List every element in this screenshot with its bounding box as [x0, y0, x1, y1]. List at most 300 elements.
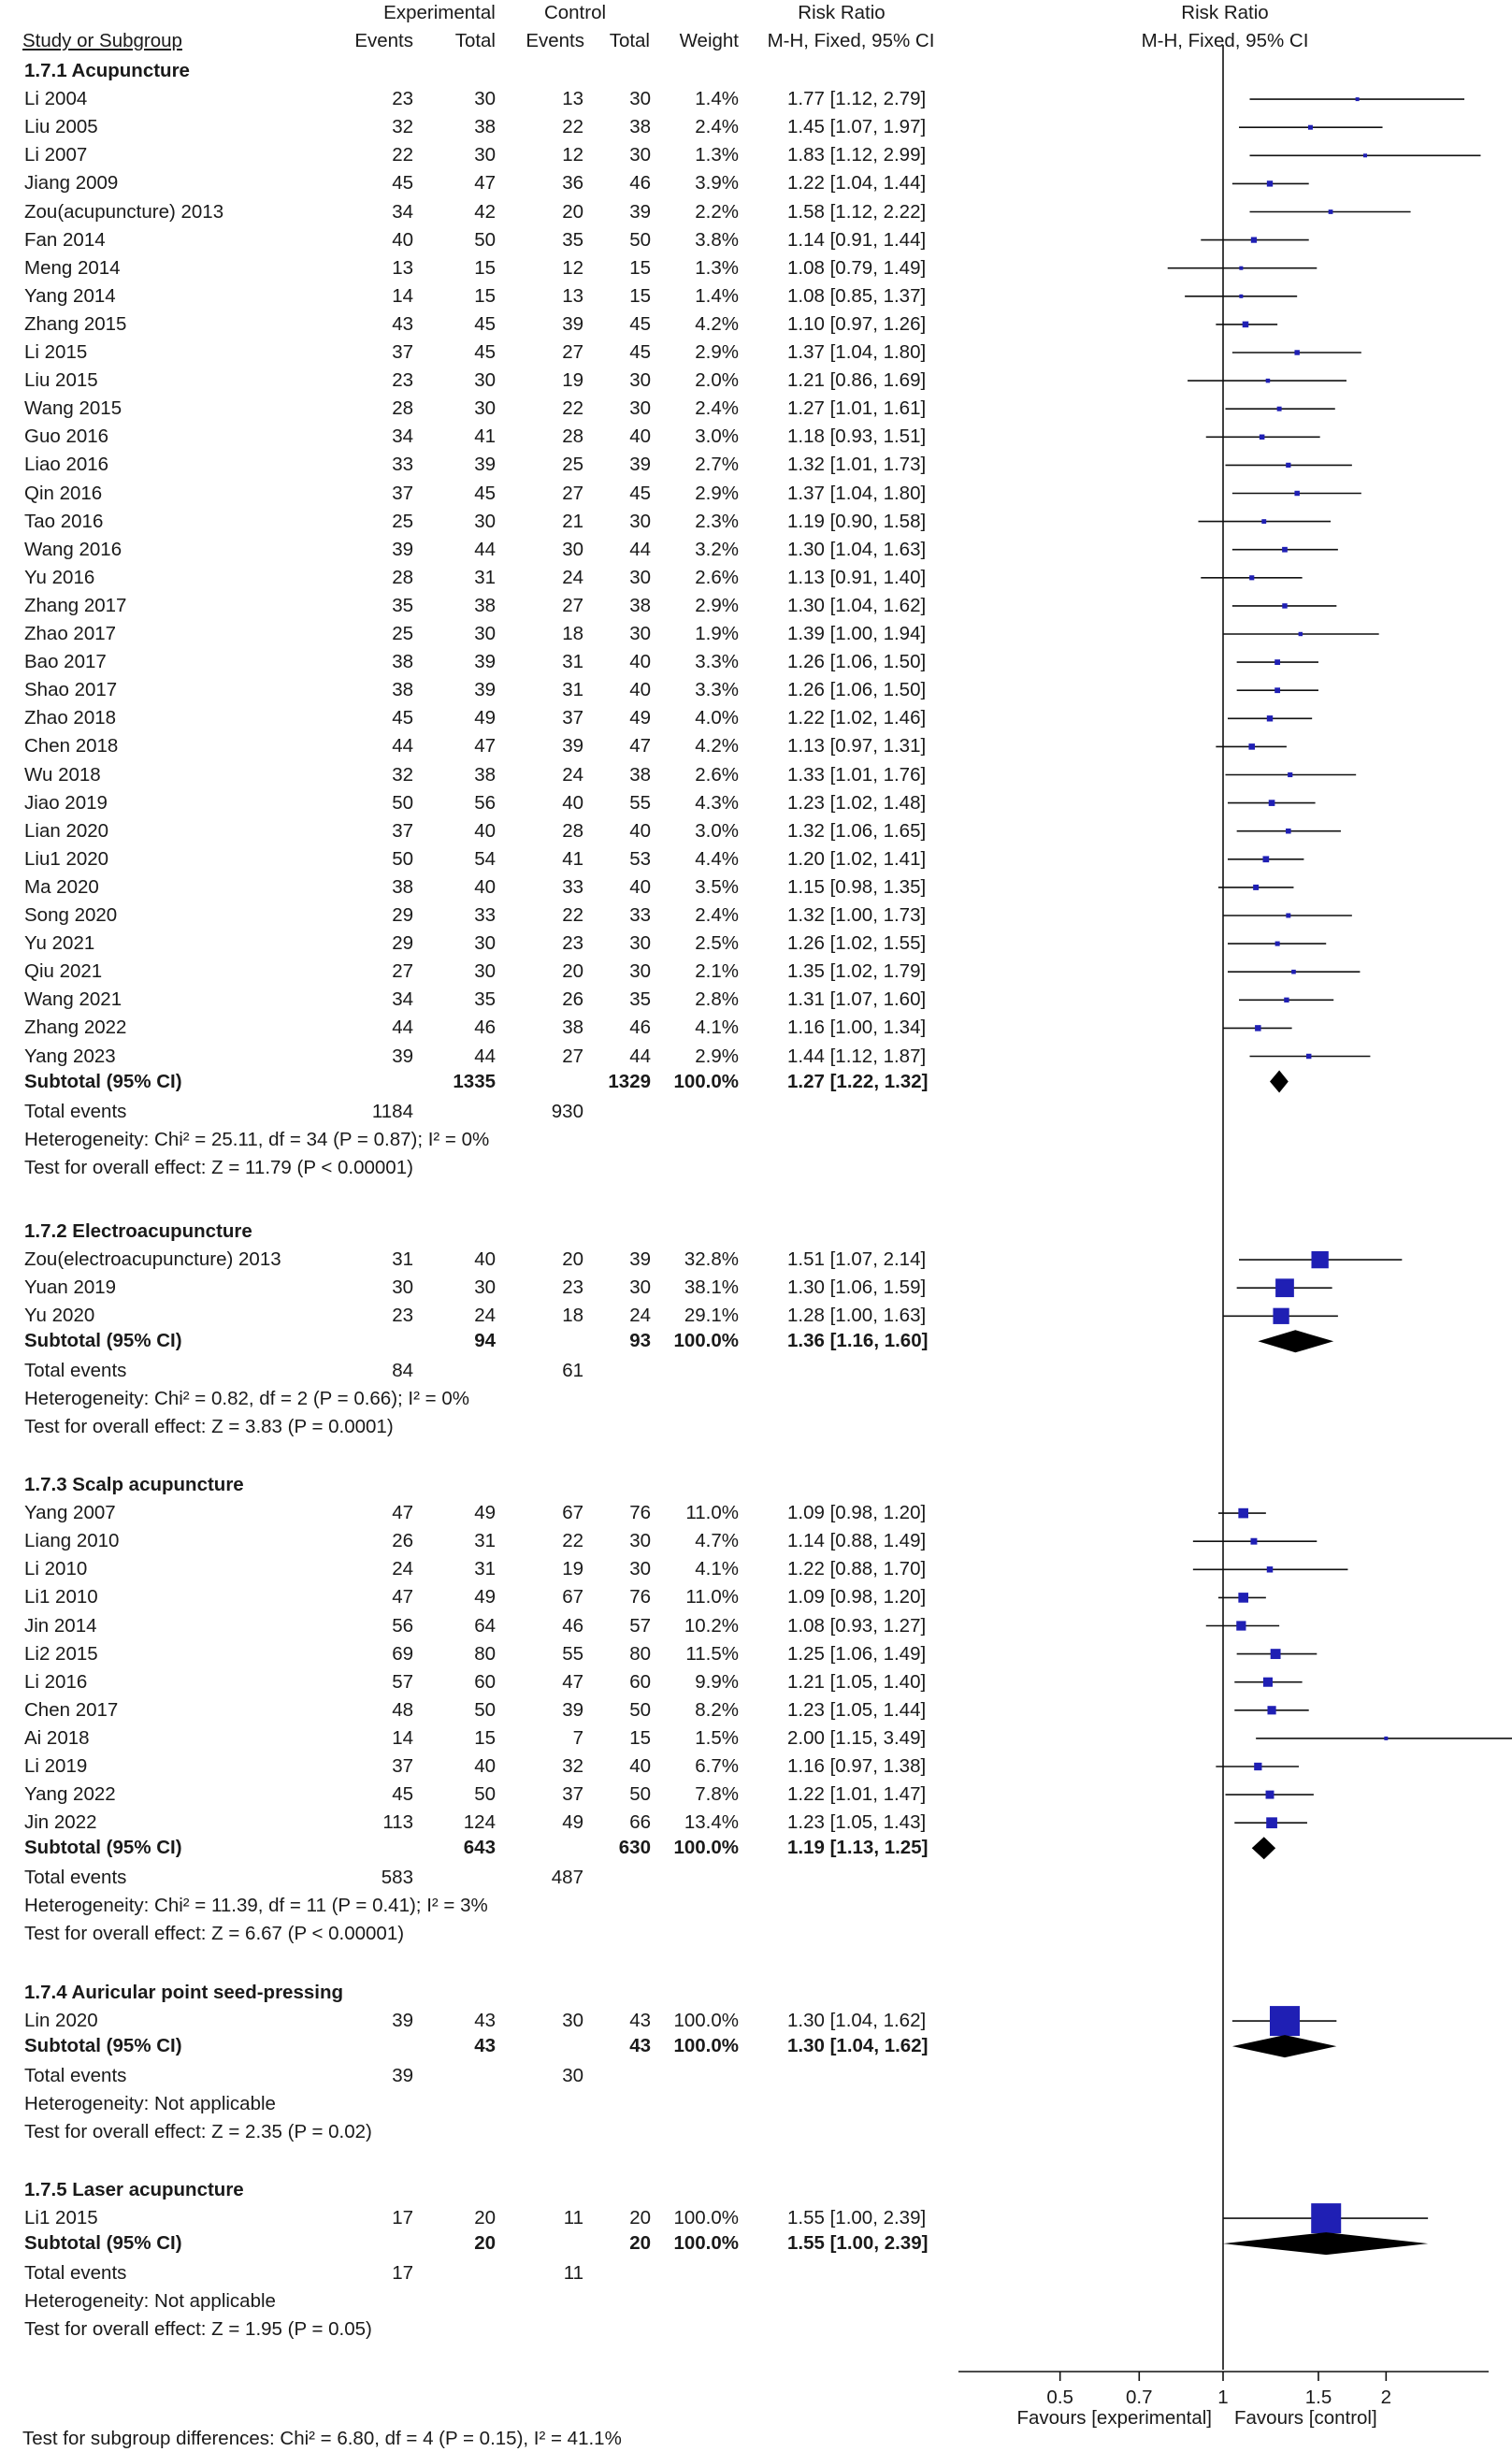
study-risk-ratio-ci: 1.45 [1.07, 1.97] — [787, 116, 927, 138]
subtotal-risk-ratio-ci: 1.36 [1.16, 1.60] — [787, 1330, 929, 1352]
study-point-estimate — [1275, 942, 1280, 946]
study-weight: 2.9% — [695, 1045, 739, 1067]
total-events-experimental: 583 — [381, 1867, 413, 1889]
study-total-experimental: 31 — [474, 1558, 496, 1580]
study-name: Li1 2015 — [24, 2207, 98, 2229]
study-events-experimental: 14 — [392, 284, 413, 307]
subtotal-total-control: 630 — [618, 1837, 651, 1859]
favours-experimental-label: Favours [experimental] — [1016, 2407, 1212, 2429]
study-name: Meng 2014 — [24, 256, 121, 279]
study-total-experimental: 30 — [474, 144, 496, 166]
study-name: Fan 2014 — [24, 228, 106, 251]
weight-column-header: Weight — [679, 30, 739, 51]
events1-column-header: Events — [354, 30, 413, 51]
total-events-label: Total events — [24, 1867, 127, 1889]
study-total-experimental: 30 — [474, 88, 496, 110]
study-events-control: 13 — [562, 284, 583, 307]
subtotal-diamond — [1258, 1330, 1333, 1352]
study-name: Song 2020 — [24, 904, 118, 926]
study-total-control: 24 — [629, 1305, 651, 1327]
study-total-experimental: 38 — [474, 594, 496, 616]
study-events-control: 67 — [562, 1586, 583, 1608]
study-events-control: 47 — [562, 1670, 583, 1693]
study-weight: 3.9% — [695, 172, 739, 195]
study-risk-ratio-ci: 1.22 [1.02, 1.46] — [787, 707, 927, 729]
subtotal-total-control: 43 — [629, 2035, 651, 2057]
study-total-control: 49 — [629, 707, 651, 729]
study-events-experimental: 39 — [392, 1045, 413, 1067]
subtotal-diamond — [1252, 1837, 1275, 1859]
study-name: Zhang 2017 — [24, 594, 127, 616]
study-events-control: 32 — [562, 1755, 583, 1777]
study-point-estimate — [1306, 1054, 1311, 1059]
study-risk-ratio-ci: 1.08 [0.79, 1.49] — [787, 256, 927, 279]
study-weight: 4.0% — [695, 707, 739, 729]
study-name: Zhao 2018 — [24, 707, 117, 729]
study-total-experimental: 42 — [474, 200, 496, 223]
study-total-experimental: 39 — [474, 679, 496, 701]
overall-effect-text: Test for overall effect: Z = 6.67 (P < 0.00001) — [24, 1923, 405, 1945]
study-events-experimental: 45 — [392, 1783, 413, 1806]
study-events-control: 26 — [562, 988, 583, 1011]
study-point-estimate — [1260, 435, 1265, 440]
study-risk-ratio-ci: 1.30 [1.04, 1.62] — [787, 594, 927, 616]
study-events-experimental: 57 — [392, 1670, 413, 1693]
total-events-control: 61 — [562, 1360, 583, 1382]
study-total-control: 30 — [629, 623, 651, 644]
overall-effect-text: Test for overall effect: Z = 1.95 (P = 0.05) — [24, 2318, 372, 2341]
study-point-estimate — [1274, 659, 1280, 665]
study-weight: 2.9% — [695, 482, 739, 504]
study-weight: 32.8% — [684, 1248, 739, 1271]
study-total-experimental: 24 — [474, 1305, 496, 1327]
study-total-control: 76 — [629, 1586, 651, 1608]
study-total-experimental: 50 — [474, 1783, 496, 1806]
study-events-experimental: 25 — [392, 623, 413, 644]
study-point-estimate — [1286, 463, 1290, 468]
study-events-experimental: 47 — [392, 1502, 413, 1524]
study-point-estimate — [1274, 687, 1280, 693]
study-total-experimental: 49 — [474, 1502, 496, 1524]
study-risk-ratio-ci: 1.30 [1.06, 1.59] — [787, 1276, 927, 1299]
study-total-experimental: 40 — [474, 819, 496, 842]
study-weight: 3.0% — [695, 819, 739, 842]
study-weight: 3.8% — [695, 228, 739, 251]
study-name: Liu1 2020 — [24, 847, 109, 870]
study-total-control: 30 — [629, 1530, 651, 1552]
subtotal-total-experimental: 43 — [474, 2035, 496, 2057]
study-risk-ratio-ci: 1.15 [0.98, 1.35] — [787, 875, 927, 898]
study-name: Qiu 2021 — [24, 960, 103, 983]
study-events-control: 20 — [562, 200, 583, 223]
study-events-control: 30 — [562, 538, 583, 560]
study-risk-ratio-ci: 1.21 [1.05, 1.40] — [787, 1670, 927, 1693]
study-events-experimental: 35 — [392, 594, 413, 616]
study-point-estimate — [1238, 1508, 1248, 1519]
study-point-estimate — [1267, 1706, 1275, 1714]
total-events-control: 930 — [551, 1100, 583, 1122]
study-total-control: 39 — [629, 200, 651, 223]
study-weight: 2.0% — [695, 369, 739, 392]
subtotal-diamond — [1223, 2232, 1428, 2255]
study-total-experimental: 30 — [474, 960, 496, 983]
study-name: Yang 2014 — [24, 284, 116, 307]
study-events-control: 20 — [562, 960, 583, 983]
study-name: Chen 2017 — [24, 1698, 119, 1721]
total-events-experimental: 84 — [392, 1360, 413, 1382]
study-point-estimate — [1282, 547, 1288, 553]
study-weight: 2.8% — [695, 988, 739, 1011]
study-total-control: 44 — [629, 538, 651, 560]
subtotal-risk-ratio-ci: 1.30 [1.04, 1.62] — [787, 2035, 929, 2057]
study-events-control: 31 — [562, 651, 583, 673]
study-total-experimental: 49 — [474, 707, 496, 729]
total-events-control: 30 — [562, 2065, 583, 2087]
study-name: Yang 2023 — [24, 1045, 116, 1067]
overall-effect-text: Test for overall effect: Z = 11.79 (P < 0.00001) — [24, 1156, 413, 1178]
study-name: Ai 2018 — [24, 1726, 90, 1749]
study-events-control: 35 — [562, 228, 583, 251]
study-total-control: 15 — [629, 1726, 651, 1749]
subtotal-label: Subtotal (95% CI) — [24, 1070, 182, 1092]
study-events-control: 22 — [562, 397, 583, 420]
study-events-control: 13 — [562, 88, 583, 110]
plot-risk-ratio-header: Risk Ratio — [1181, 2, 1269, 23]
subtotal-risk-ratio-ci: 1.55 [1.00, 2.39] — [787, 2232, 929, 2255]
study-weight: 1.3% — [695, 144, 739, 166]
study-point-estimate — [1277, 407, 1282, 411]
study-weight: 8.2% — [695, 1698, 739, 1721]
study-risk-ratio-ci: 1.16 [1.00, 1.34] — [787, 1017, 927, 1039]
study-events-control: 24 — [562, 763, 583, 786]
study-weight: 100.0% — [673, 2010, 739, 2032]
study-events-experimental: 37 — [392, 1755, 413, 1777]
study-total-experimental: 50 — [474, 228, 496, 251]
study-name: Li2 2015 — [24, 1642, 98, 1665]
study-risk-ratio-ci: 1.22 [0.88, 1.70] — [787, 1558, 927, 1580]
study-point-estimate — [1275, 1278, 1294, 1297]
study-total-control: 30 — [629, 369, 651, 392]
study-name: Wang 2016 — [24, 538, 122, 560]
study-weight: 4.2% — [695, 735, 739, 757]
study-total-control: 30 — [629, 397, 651, 420]
study-total-control: 40 — [629, 819, 651, 842]
study-risk-ratio-ci: 1.30 [1.04, 1.63] — [787, 538, 927, 560]
study-risk-ratio-ci: 1.32 [1.06, 1.65] — [787, 819, 927, 842]
study-events-control: 20 — [562, 1248, 583, 1271]
study-events-control: 27 — [562, 341, 583, 363]
total-events-experimental: 39 — [392, 2065, 413, 2087]
study-events-control: 27 — [562, 482, 583, 504]
study-total-experimental: 15 — [474, 1726, 496, 1749]
experimental-header: Experimental — [383, 2, 496, 23]
study-name: Zhao 2017 — [24, 623, 117, 644]
study-risk-ratio-ci: 1.31 [1.07, 1.60] — [787, 988, 927, 1011]
study-name: Yu 2016 — [24, 566, 95, 588]
study-total-control: 55 — [629, 791, 651, 814]
study-events-experimental: 34 — [392, 425, 413, 448]
heterogeneity-text: Heterogeneity: Chi² = 11.39, df = 11 (P = 0.41); I² = 3% — [24, 1895, 488, 1917]
study-events-experimental: 31 — [392, 1248, 413, 1271]
subtotal-risk-ratio-ci: 1.19 [1.13, 1.25] — [787, 1837, 929, 1859]
study-total-experimental: 30 — [474, 397, 496, 420]
study-events-control: 37 — [562, 1783, 583, 1806]
study-point-estimate — [1262, 856, 1269, 862]
subtotal-total-experimental: 94 — [474, 1330, 496, 1352]
study-risk-ratio-ci: 1.28 [1.00, 1.63] — [787, 1305, 927, 1327]
study-total-experimental: 38 — [474, 116, 496, 138]
total-events-experimental: 1184 — [371, 1100, 413, 1122]
study-events-experimental: 28 — [392, 397, 413, 420]
study-total-experimental: 30 — [474, 623, 496, 644]
study-risk-ratio-ci: 1.23 [1.02, 1.48] — [787, 791, 927, 814]
study-risk-ratio-ci: 1.16 [0.97, 1.38] — [787, 1755, 927, 1777]
study-total-experimental: 38 — [474, 763, 496, 786]
study-total-control: 40 — [629, 875, 651, 898]
study-events-experimental: 37 — [392, 482, 413, 504]
study-total-control: 43 — [629, 2010, 651, 2032]
study-point-estimate — [1284, 998, 1289, 1002]
study-risk-ratio-ci: 1.23 [1.05, 1.43] — [787, 1811, 927, 1834]
study-events-experimental: 47 — [392, 1586, 413, 1608]
study-weight: 13.4% — [684, 1811, 739, 1834]
study-point-estimate — [1286, 829, 1291, 834]
study-risk-ratio-ci: 1.33 [1.01, 1.76] — [787, 763, 927, 786]
study-total-control: 45 — [629, 341, 651, 363]
study-events-experimental: 50 — [392, 847, 413, 870]
study-weight: 4.2% — [695, 312, 739, 335]
study-total-experimental: 60 — [474, 1670, 496, 1693]
study-name: Yang 2022 — [24, 1783, 116, 1806]
study-total-experimental: 80 — [474, 1642, 496, 1665]
heterogeneity-text: Heterogeneity: Not applicable — [24, 2290, 276, 2313]
study-total-experimental: 30 — [474, 369, 496, 392]
study-weight: 2.4% — [695, 397, 739, 420]
study-weight: 4.7% — [695, 1530, 739, 1552]
subtotal-weight: 100.0% — [673, 1070, 739, 1092]
risk-ratio-header: Risk Ratio — [798, 2, 886, 23]
study-point-estimate — [1270, 2006, 1300, 2036]
study-weight: 2.9% — [695, 594, 739, 616]
study-total-control: 39 — [629, 1248, 651, 1271]
study-weight: 11.5% — [685, 1642, 739, 1665]
study-total-experimental: 124 — [463, 1811, 496, 1834]
study-weight: 2.4% — [695, 116, 739, 138]
study-weight: 4.1% — [695, 1558, 739, 1580]
study-events-experimental: 45 — [392, 707, 413, 729]
study-events-experimental: 13 — [392, 256, 413, 279]
study-total-experimental: 30 — [474, 932, 496, 955]
study-point-estimate — [1291, 970, 1296, 974]
study-events-control: 31 — [562, 679, 583, 701]
study-point-estimate — [1282, 603, 1287, 608]
study-events-experimental: 69 — [392, 1642, 413, 1665]
study-total-control: 53 — [629, 847, 651, 870]
study-total-experimental: 56 — [474, 791, 496, 814]
total-events-control: 11 — [563, 2262, 583, 2285]
study-point-estimate — [1249, 575, 1254, 580]
study-events-control: 27 — [562, 594, 583, 616]
study-point-estimate — [1238, 1593, 1248, 1603]
study-total-experimental: 44 — [474, 1045, 496, 1067]
heterogeneity-text: Heterogeneity: Chi² = 25.11, df = 34 (P = 0.87); I² = 0% — [24, 1128, 490, 1150]
study-events-experimental: 40 — [392, 228, 413, 251]
x-tick-label: 0.7 — [1126, 2387, 1153, 2408]
study-total-control: 30 — [629, 144, 651, 166]
study-weight: 1.4% — [695, 88, 739, 110]
study-events-experimental: 37 — [392, 819, 413, 842]
study-name: Zhang 2015 — [24, 312, 127, 335]
study-weight: 1.4% — [695, 284, 739, 307]
study-name: Liang 2010 — [24, 1530, 120, 1552]
study-total-experimental: 45 — [474, 482, 496, 504]
study-point-estimate — [1286, 914, 1290, 918]
study-risk-ratio-ci: 1.14 [0.91, 1.44] — [787, 228, 927, 251]
study-total-experimental: 15 — [474, 284, 496, 307]
study-weight: 2.9% — [695, 341, 739, 363]
study-point-estimate — [1273, 1308, 1289, 1324]
study-events-control: 21 — [562, 510, 583, 532]
study-point-estimate — [1299, 632, 1303, 636]
study-events-control: 22 — [562, 1530, 583, 1552]
study-total-experimental: 44 — [474, 538, 496, 560]
study-total-control: 47 — [629, 735, 651, 757]
study-events-experimental: 23 — [392, 88, 413, 110]
study-events-control: 25 — [562, 454, 583, 476]
study-total-experimental: 31 — [474, 566, 496, 588]
study-total-control: 44 — [629, 1045, 651, 1067]
study-point-estimate — [1311, 2203, 1341, 2233]
study-name: Qin 2016 — [24, 482, 103, 504]
study-events-experimental: 50 — [392, 791, 413, 814]
study-total-control: 38 — [629, 763, 651, 786]
study-events-control: 11 — [563, 2207, 583, 2229]
study-events-control: 23 — [562, 932, 583, 955]
study-total-control: 30 — [629, 960, 651, 983]
study-name: Lian 2020 — [24, 819, 109, 842]
study-events-control: 38 — [562, 1017, 583, 1039]
study-total-control: 46 — [629, 1017, 651, 1039]
subgroup-title: 1.7.1 Acupuncture — [24, 60, 190, 81]
study-events-control: 27 — [562, 1045, 583, 1067]
study-total-control: 30 — [629, 566, 651, 588]
study-total-control: 30 — [629, 932, 651, 955]
study-risk-ratio-ci: 1.19 [0.90, 1.58] — [787, 510, 927, 532]
study-risk-ratio-ci: 1.37 [1.04, 1.80] — [787, 482, 927, 504]
subtotal-weight: 100.0% — [673, 2035, 739, 2057]
overall-effect-text: Test for overall effect: Z = 2.35 (P = 0.02) — [24, 2121, 372, 2143]
study-total-experimental: 45 — [474, 312, 496, 335]
study-events-control: 49 — [562, 1811, 583, 1834]
study-events-control: 23 — [562, 1276, 583, 1299]
study-risk-ratio-ci: 1.83 [1.12, 2.99] — [787, 144, 927, 166]
study-weight: 9.9% — [695, 1670, 739, 1693]
study-events-control: 67 — [562, 1502, 583, 1524]
total-events-label: Total events — [24, 1360, 127, 1382]
study-risk-ratio-ci: 1.55 [1.00, 2.39] — [787, 2207, 927, 2229]
subtotal-weight: 100.0% — [673, 1330, 739, 1352]
study-weight: 4.1% — [695, 1017, 739, 1039]
study-risk-ratio-ci: 1.13 [0.91, 1.40] — [787, 566, 927, 588]
study-events-experimental: 56 — [392, 1614, 413, 1637]
study-weight: 2.1% — [695, 960, 739, 983]
study-total-experimental: 33 — [474, 904, 496, 926]
study-events-experimental: 33 — [392, 454, 413, 476]
study-weight: 3.3% — [695, 679, 739, 701]
study-name: Liu 2005 — [24, 116, 98, 138]
subgroup-differences-test: Test for subgroup differences: Chi² = 6.80, df = 4 (P = 0.15), I² = 41.1% — [22, 2428, 622, 2449]
subtotal-label: Subtotal (95% CI) — [24, 1330, 182, 1352]
study-name: Yu 2021 — [24, 932, 95, 955]
study-weight: 1.9% — [695, 623, 739, 644]
study-total-control: 30 — [629, 88, 651, 110]
study-name: Tao 2016 — [24, 510, 104, 532]
study-point-estimate — [1267, 180, 1273, 186]
plot-method-header: M-H, Fixed, 95% CI — [1141, 30, 1309, 51]
study-name: Guo 2016 — [24, 425, 109, 448]
study-weight: 1.5% — [695, 1726, 739, 1749]
x-tick-label: 0.5 — [1046, 2387, 1073, 2408]
study-point-estimate — [1261, 519, 1266, 524]
study-events-experimental: 32 — [392, 763, 413, 786]
study-events-experimental: 38 — [392, 875, 413, 898]
study-risk-ratio-ci: 1.10 [0.97, 1.26] — [787, 312, 927, 335]
study-risk-ratio-ci: 1.08 [0.85, 1.37] — [787, 284, 927, 307]
study-risk-ratio-ci: 1.18 [0.93, 1.51] — [787, 425, 927, 448]
study-total-control: 39 — [629, 454, 651, 476]
study-total-experimental: 40 — [474, 1248, 496, 1271]
study-name: Liao 2016 — [24, 454, 109, 476]
study-name: Li 2016 — [24, 1670, 88, 1693]
study-point-estimate — [1243, 322, 1249, 328]
study-name: Wu 2018 — [24, 763, 101, 786]
study-events-control: 55 — [562, 1642, 583, 1665]
study-name: Wang 2015 — [24, 397, 122, 420]
x-tick-label: 1.5 — [1304, 2387, 1332, 2408]
risk-ratio-method-header: M-H, Fixed, 95% CI — [767, 30, 935, 51]
study-total-control: 50 — [629, 1783, 651, 1806]
study-weight: 4.4% — [695, 847, 739, 870]
study-events-control: 19 — [562, 369, 583, 392]
study-weight: 2.5% — [695, 932, 739, 955]
study-point-estimate — [1266, 1791, 1274, 1799]
study-total-control: 60 — [629, 1670, 651, 1693]
subtotal-label: Subtotal (95% CI) — [24, 1837, 182, 1859]
study-total-control: 57 — [629, 1614, 651, 1637]
study-events-control: 28 — [562, 425, 583, 448]
study-weight: 100.0% — [673, 2207, 739, 2229]
study-name: Li 2010 — [24, 1558, 88, 1580]
study-events-control: 41 — [562, 847, 583, 870]
study-point-estimate — [1294, 491, 1299, 496]
subtotal-total-experimental: 20 — [474, 2232, 496, 2255]
study-events-control: 22 — [562, 116, 583, 138]
study-risk-ratio-ci: 1.14 [0.88, 1.49] — [787, 1530, 927, 1552]
study-risk-ratio-ci: 1.09 [0.98, 1.20] — [787, 1586, 927, 1608]
study-risk-ratio-ci: 1.39 [1.00, 1.94] — [787, 623, 927, 644]
study-risk-ratio-ci: 1.37 [1.04, 1.80] — [787, 341, 927, 363]
study-events-experimental: 113 — [382, 1811, 413, 1834]
study-total-experimental: 39 — [474, 454, 496, 476]
study-total-control: 40 — [629, 425, 651, 448]
study-name: Jiang 2009 — [24, 172, 119, 195]
study-point-estimate — [1267, 1566, 1273, 1572]
x-tick-label: 2 — [1380, 2387, 1392, 2408]
study-risk-ratio-ci: 1.08 [0.93, 1.27] — [787, 1614, 927, 1637]
study-total-experimental: 15 — [474, 256, 496, 279]
study-point-estimate — [1253, 885, 1259, 890]
study-risk-ratio-ci: 1.22 [1.01, 1.47] — [787, 1783, 927, 1806]
